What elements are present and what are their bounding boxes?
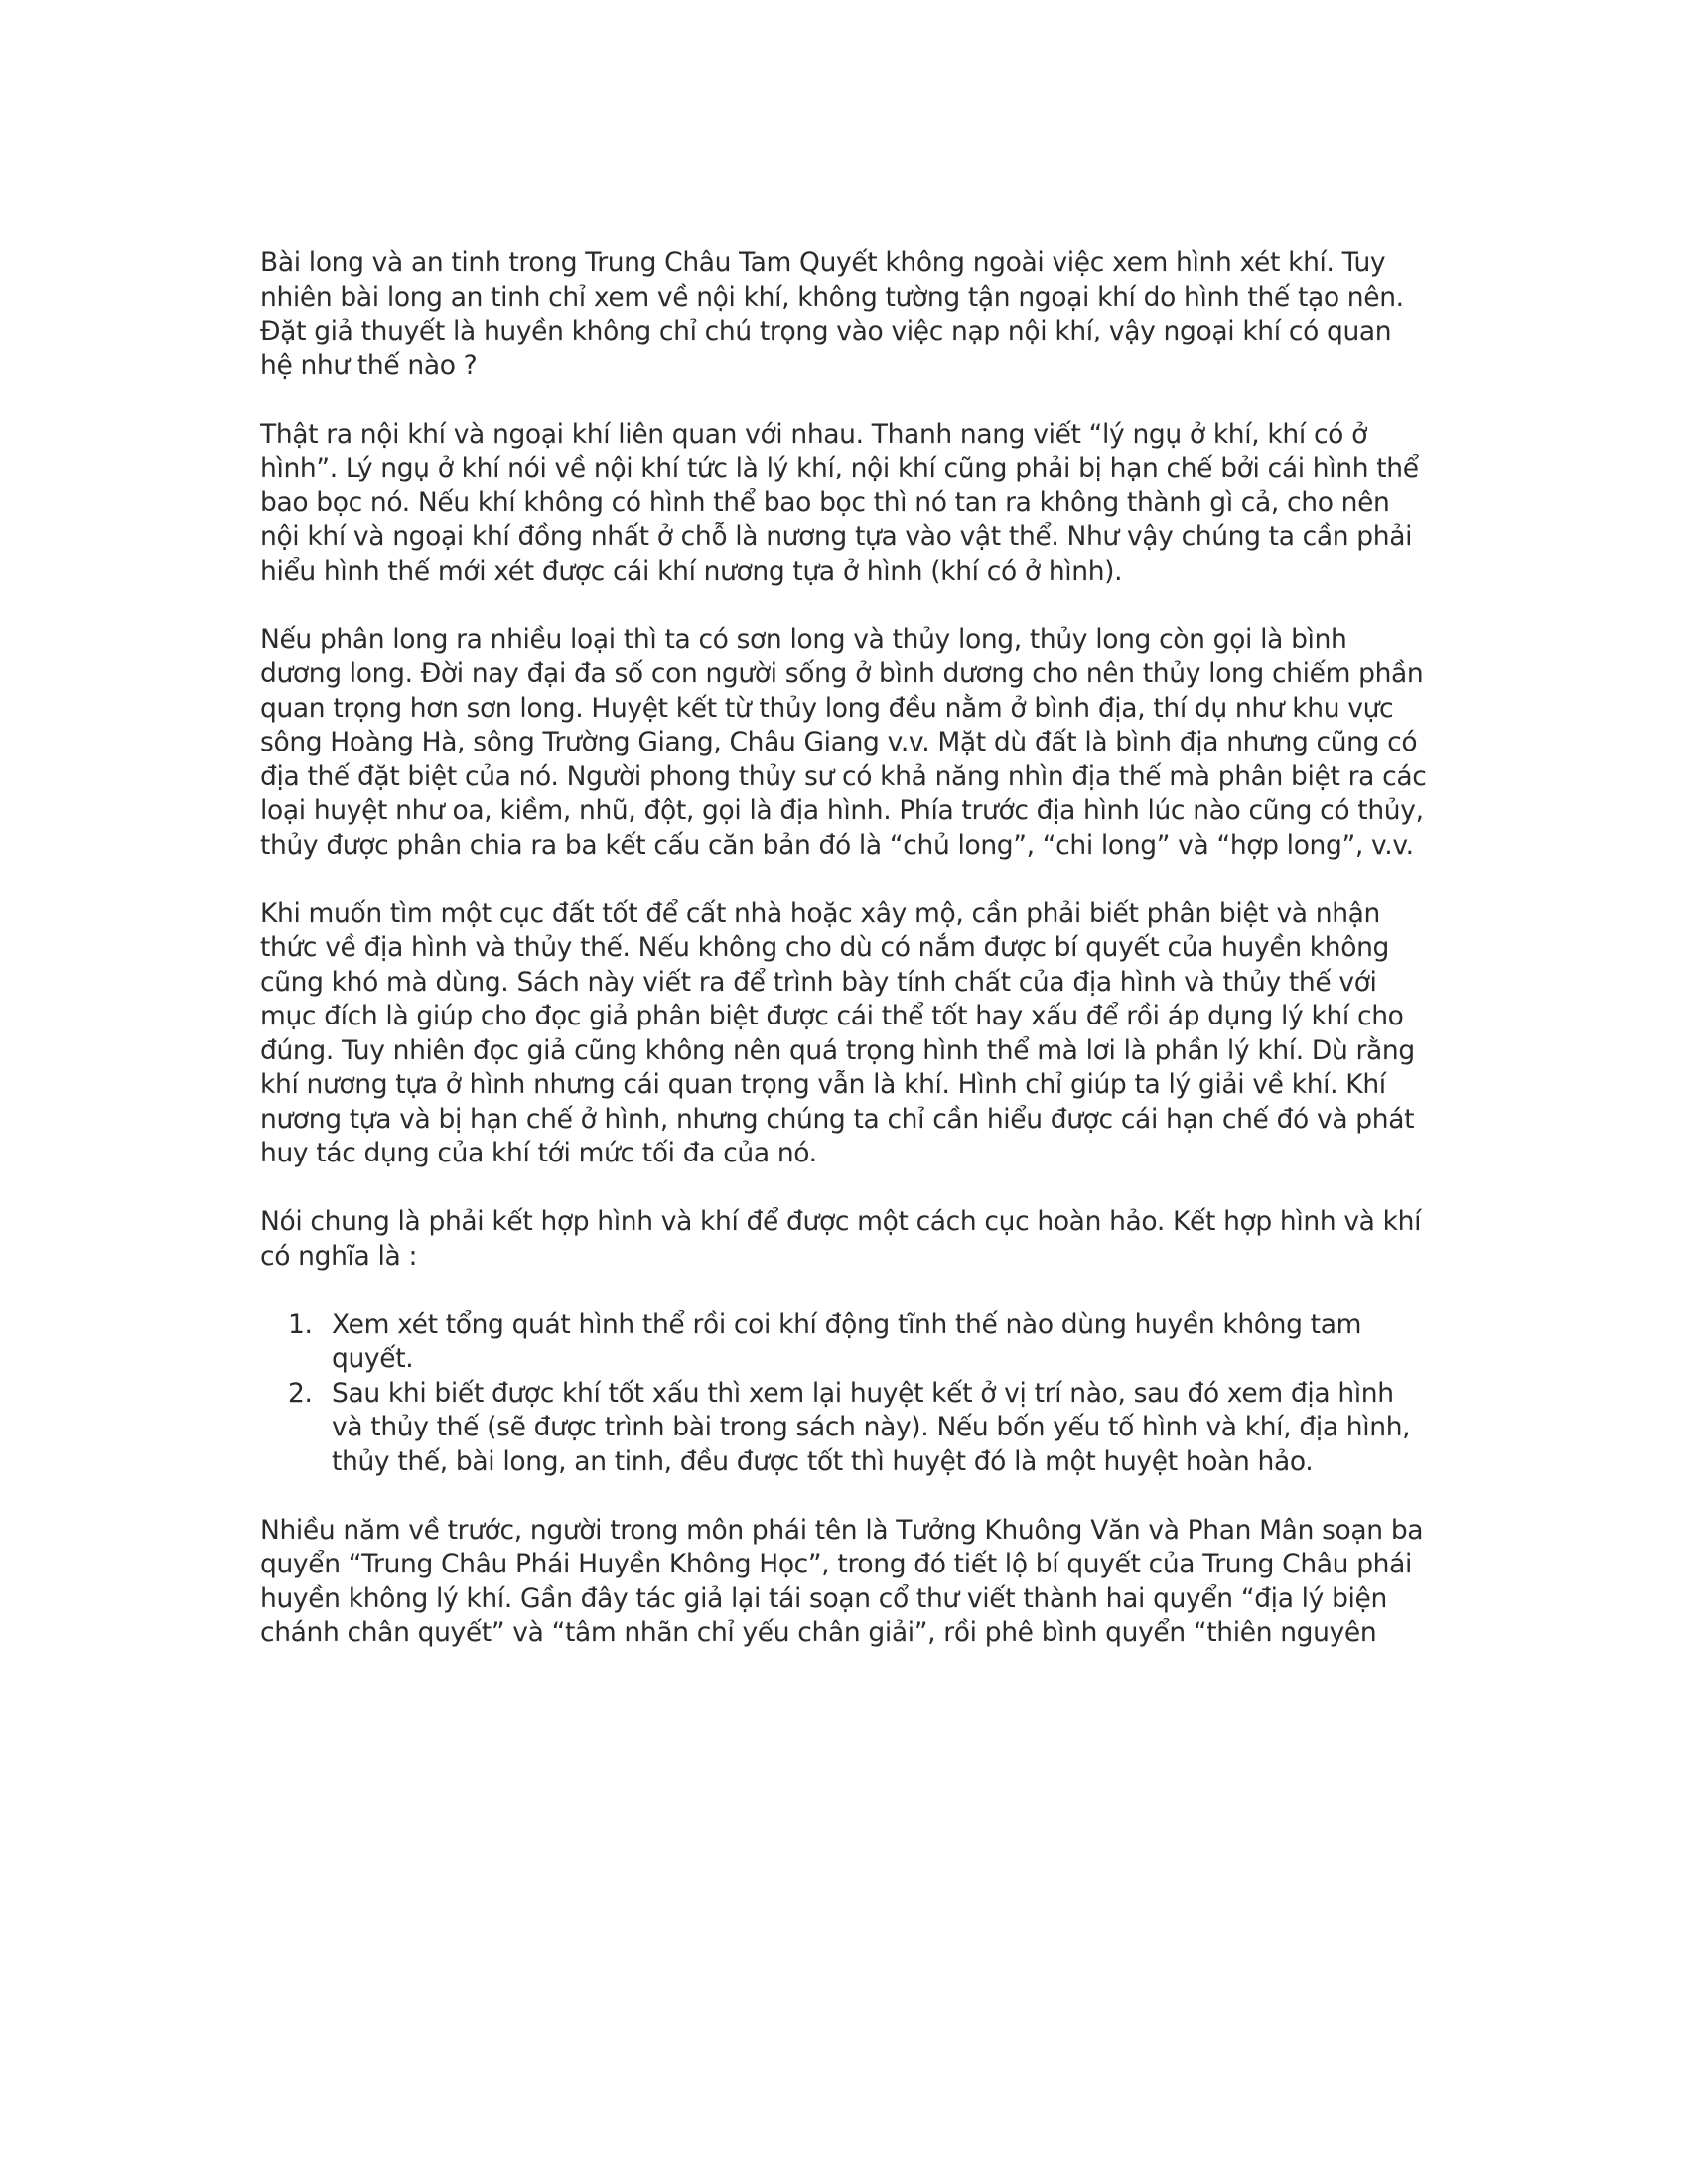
body-text: [260, 246, 1427, 1685]
paragraph-4: Khi muốn tìm một cục đất tốt để cất nhà hoặc xây mộ, cần phải biết phân biệt và nhận thức về địa hình và thủy thế. Nếu không cho dù có nắm được bí quyết của huyền không cũng khó mà dùng. Sách này viết ra để trình bày tính chất của địa hình và thủy thế với mục đích là giúp cho đọc giả phân biệt được cái thể tốt hay xấu để rồi áp dụng lý khí cho đúng. Tuy nhiên đọc giả cũng không nên quá trọng hình thể mà lơi là phần lý khí. Dù rằng khí nương tựa ở hình nhưng cái quan trọng vẫn là khí. Hình chỉ giúp ta lý giải về khí. Khí nương tựa và bị hạn chế ở hình, nhưng chúng ta chỉ cần hiểu được cái hạn chế đó và phát huy tác dụng của khí tới mức tối đa của nó.: [260, 897, 1415, 1168]
list-number: 1.: [288, 1308, 313, 1340]
paragraph-3: Nếu phân long ra nhiều loại thì ta có sơn long và thủy long, thủy long còn gọi là bình dương long. Đời nay đại đa số con người sống ở bình dương cho nên thủy long chiếm phần quan trọng hơn sơn long. Huyệt kết từ thủy long đều nằm ở bình địa, thí dụ như khu vực sông Hoàng Hà, sông Trường Giang, Châu Giang v.v. Mặt dù đất là bình địa nhưng cũng có địa thế đặt biệt của nó. Người phong thủy sư có khả năng nhìn địa thế mà phân biệt ra các loại huyệt như oa, kiềm, nhũ, đột, gọi là địa hình. Phía trước địa hình lúc nào cũng có thủy, thủy được phân chia ra ba kết cấu căn bản đó là “chủ long”, “chi long” và “hợp long”, v.v.: [260, 623, 1427, 861]
paragraph-1: Bài long và an tinh trong Trung Châu Tam Quyết không ngoài việc xem hình xét khí. Tuy nhiên bài long an tinh chỉ xem về nội khí, không tường tận ngoại khí do hình thế tạo nên. Đặt giả thuyết là huyền không chỉ chú trọng vào việc nạp nội khí, vậy ngoại khí có quan hệ như thế nào ?: [260, 247, 1404, 381]
list-item: [260, 1377, 1427, 1480]
list-item-text: Sau khi biết được khí tốt xấu thì xem lại huyệt kết ở vị trí nào, sau đó xem địa hình và thủy thế (sẽ được trình bài trong sách này). Nếu bốn yếu tố hình và khí, địa hình, thủy thế, bài long, an tinh, đều được tốt thì huyệt đó là một huyệt hoàn hảo.: [332, 1377, 1411, 1477]
paragraph-5: Nói chung là phải kết hợp hình và khí để được một cách cục hoàn hảo. Kết hợp hình và khí có nghĩa là :: [260, 1206, 1422, 1272]
list-item: [260, 1308, 1427, 1377]
list-number: 2.: [288, 1377, 313, 1409]
list-item-text: Xem xét tổng quát hình thể rồi coi khí động tĩnh thế nào dùng huyền không tam quyết.: [332, 1308, 1362, 1374]
closing-paragraph: Nhiều năm về trước, người trong môn phái tên là Tưởng Khuông Văn và Phan Mân soạn ba quyển “Trung Châu Phái Huyền Không Học”, trong đó tiết lộ bí quyết của Trung Châu phái huyền không lý khí. Gần đây tác giả lại tái soạn cổ thư viết thành hai quyển “địa lý biện chánh chân quyết” và “tâm nhãn chỉ yếu chân giải”, rồi phê bình quyển “thiên nguyên: [260, 1514, 1424, 1648]
paragraph-2: Thật ra nội khí và ngoại khí liên quan với nhau. Thanh nang viết “lý ngụ ở khí, khí có ở hình”. Lý ngụ ở khí nói về nội khí tức là lý khí, nội khí cũng phải bị hạn chế bởi cái hình thể bao bọc nó. Nếu khí không có hình thể bao bọc thì nó tan ra không thành gì cả, cho nên nội khí và ngoại khí đồng nhất ở chỗ là nương tựa vào vật thể. Như vậy chúng ta cần phải hiểu hình thế mới xét được cái khí nương tựa ở hình (khí có ở hình).: [260, 418, 1419, 587]
numbered-list: [260, 1308, 1427, 1480]
